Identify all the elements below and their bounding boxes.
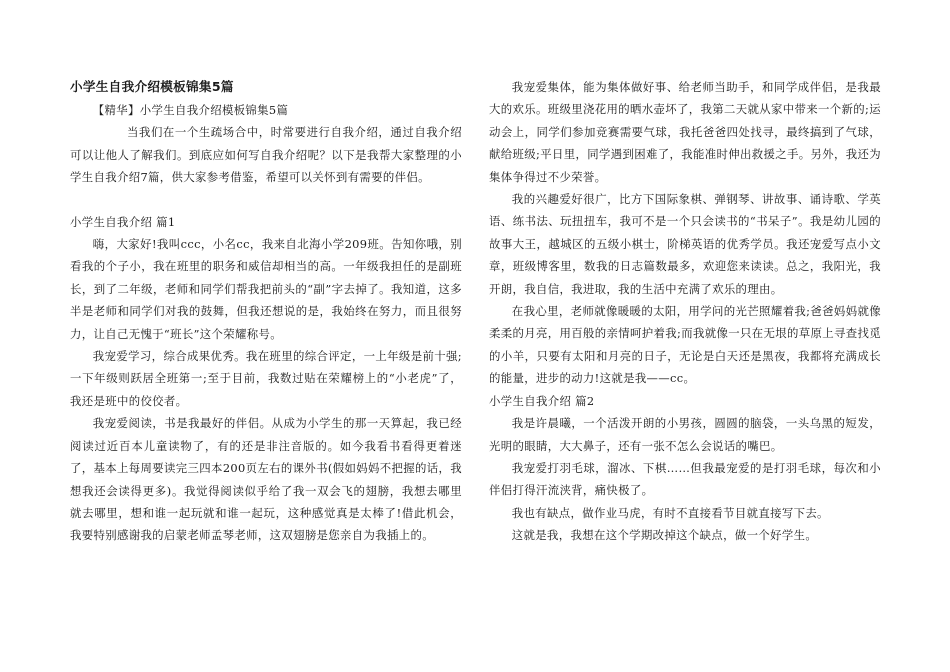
left-column: [70, 76, 462, 547]
section-heading-2: 小学生自我介绍 篇2: [489, 393, 595, 408]
paragraph: 我宠爱学习，综合成果优秀。我在班里的综合评定，一上年级是前十强;一下年级则跃居全班第一;至于目前，我数过贴在荣耀榜上的“小老虎”了，我还是班中的佼佼者。: [70, 349, 462, 408]
paragraph: 这就是我，我想在这个学期改掉这个缺点，做一个好学生。: [511, 528, 818, 543]
right-column: [489, 76, 881, 547]
paragraph: 我宠爱集体，能为集体做好事、给老师当助手，和同学成伴侣，是我最大的欢乐。班级里浇花用的晒水壶坏了，我第二天就从家中带来一个新的;运动会上，同学们参加竞赛需要气球，我托爸爸四处找寻，最终搞到了气球，献给班级;平日里，同学遇到困难了，我能准时伸出救援之手。另外，我还为集体争得过不少荣誉。: [489, 80, 881, 184]
paragraph: 我是许晨曦，一个活泼开朗的小男孩，圆圆的脑袋，一头乌黑的短发，光明的眼睛，大大鼻子，还有一张不怎么会说话的嘴巴。: [489, 416, 881, 453]
paragraph: 我的兴趣爱好很广，比方下国际象棋、弹钢琴、讲故事、诵诗歌、学英语、练书法、玩扭扭车，我可不是一个只会读书的“书呆子”。我是幼儿园的故事大王，越城区的五级小棋士，阶梯英语的优秀学员。我还宠爱写点小文章，班级博客里，数我的日志篇数最多，欢迎您来读读。总之，我阳光，我开朗，我自信，我进取，我的生活中充满了欢乐的理由。: [489, 192, 881, 296]
document-title: 小学生自我介绍模板锦集5篇: [70, 79, 234, 94]
spacer: [70, 189, 462, 211]
section-heading-1: 小学生自我介绍 篇1: [70, 214, 176, 229]
paragraph: 我宠爱打羽毛球，溜冰、下棋……但我最宠爱的是打羽毛球，每次和小伴侣打得汗流浃背，痛快极了。: [489, 460, 881, 498]
intro-paragraph: 当我们在一个生疏场合中，时常要进行自我介绍，通过自我介绍可以让他人了解我们。到底应如何写自我介绍呢？以下是我帮大家整理的小学生自我介绍7篇，供大家参考借鉴，希望可以关怀到有需要的伴侣。: [70, 125, 462, 185]
paragraph: 我宠爱阅读，书是我最好的伴侣。从成为小学生的那一天算起，我已经阅读过近百本儿童读物了，有的还是非注音版的。如今我看书看得更着迷了，基本上每周要读完三四本200页左右的课外书(假如妈妈不把握的话，我想我还会读得更多)。我觉得阅读似乎给了我一双会飞的翅膀，我想去哪里就去哪里，想和谁一起玩就和谁一起玩，这种感觉真是太棒了!借此机会，我要特别感谢我的启蒙老师孟琴老师，这双翅膀是您亲自为我插上的。: [70, 416, 462, 543]
paragraph: 我也有缺点，做作业马虎，有时不直接看节目就直接写下去。: [511, 505, 829, 520]
document-subtitle: 【精华】小学生自我介绍模板锦集5篇: [92, 103, 289, 117]
paragraph: 嗨，大家好!我叫ccc，小名cc，我来自北海小学209班。告知你哦，别看我的个子小，我在班里的职务和威信却相当的高。一年级我担任的是副班长，到了二年级，老师和同学们帮我把前头的“副”字去掉了。我知道，这多半是老师和同学们对我的鼓舞，但我还想说的是，我始终在努力，而且很努力，让自己无愧于“班长”这个荣耀称号。: [70, 237, 462, 341]
paragraph: 在我心里，老师就像暖暖的太阳，用学问的光芒照耀着我;爸爸妈妈就像柔柔的月亮，用百般的亲情呵护着我;而我就像一只在无垠的草原上寻查找觅的小羊，只要有太阳和月亮的日子，无论是白天还是黑夜，我都将充满成长的能量，进步的动力!这就是我——cc。: [489, 304, 881, 386]
